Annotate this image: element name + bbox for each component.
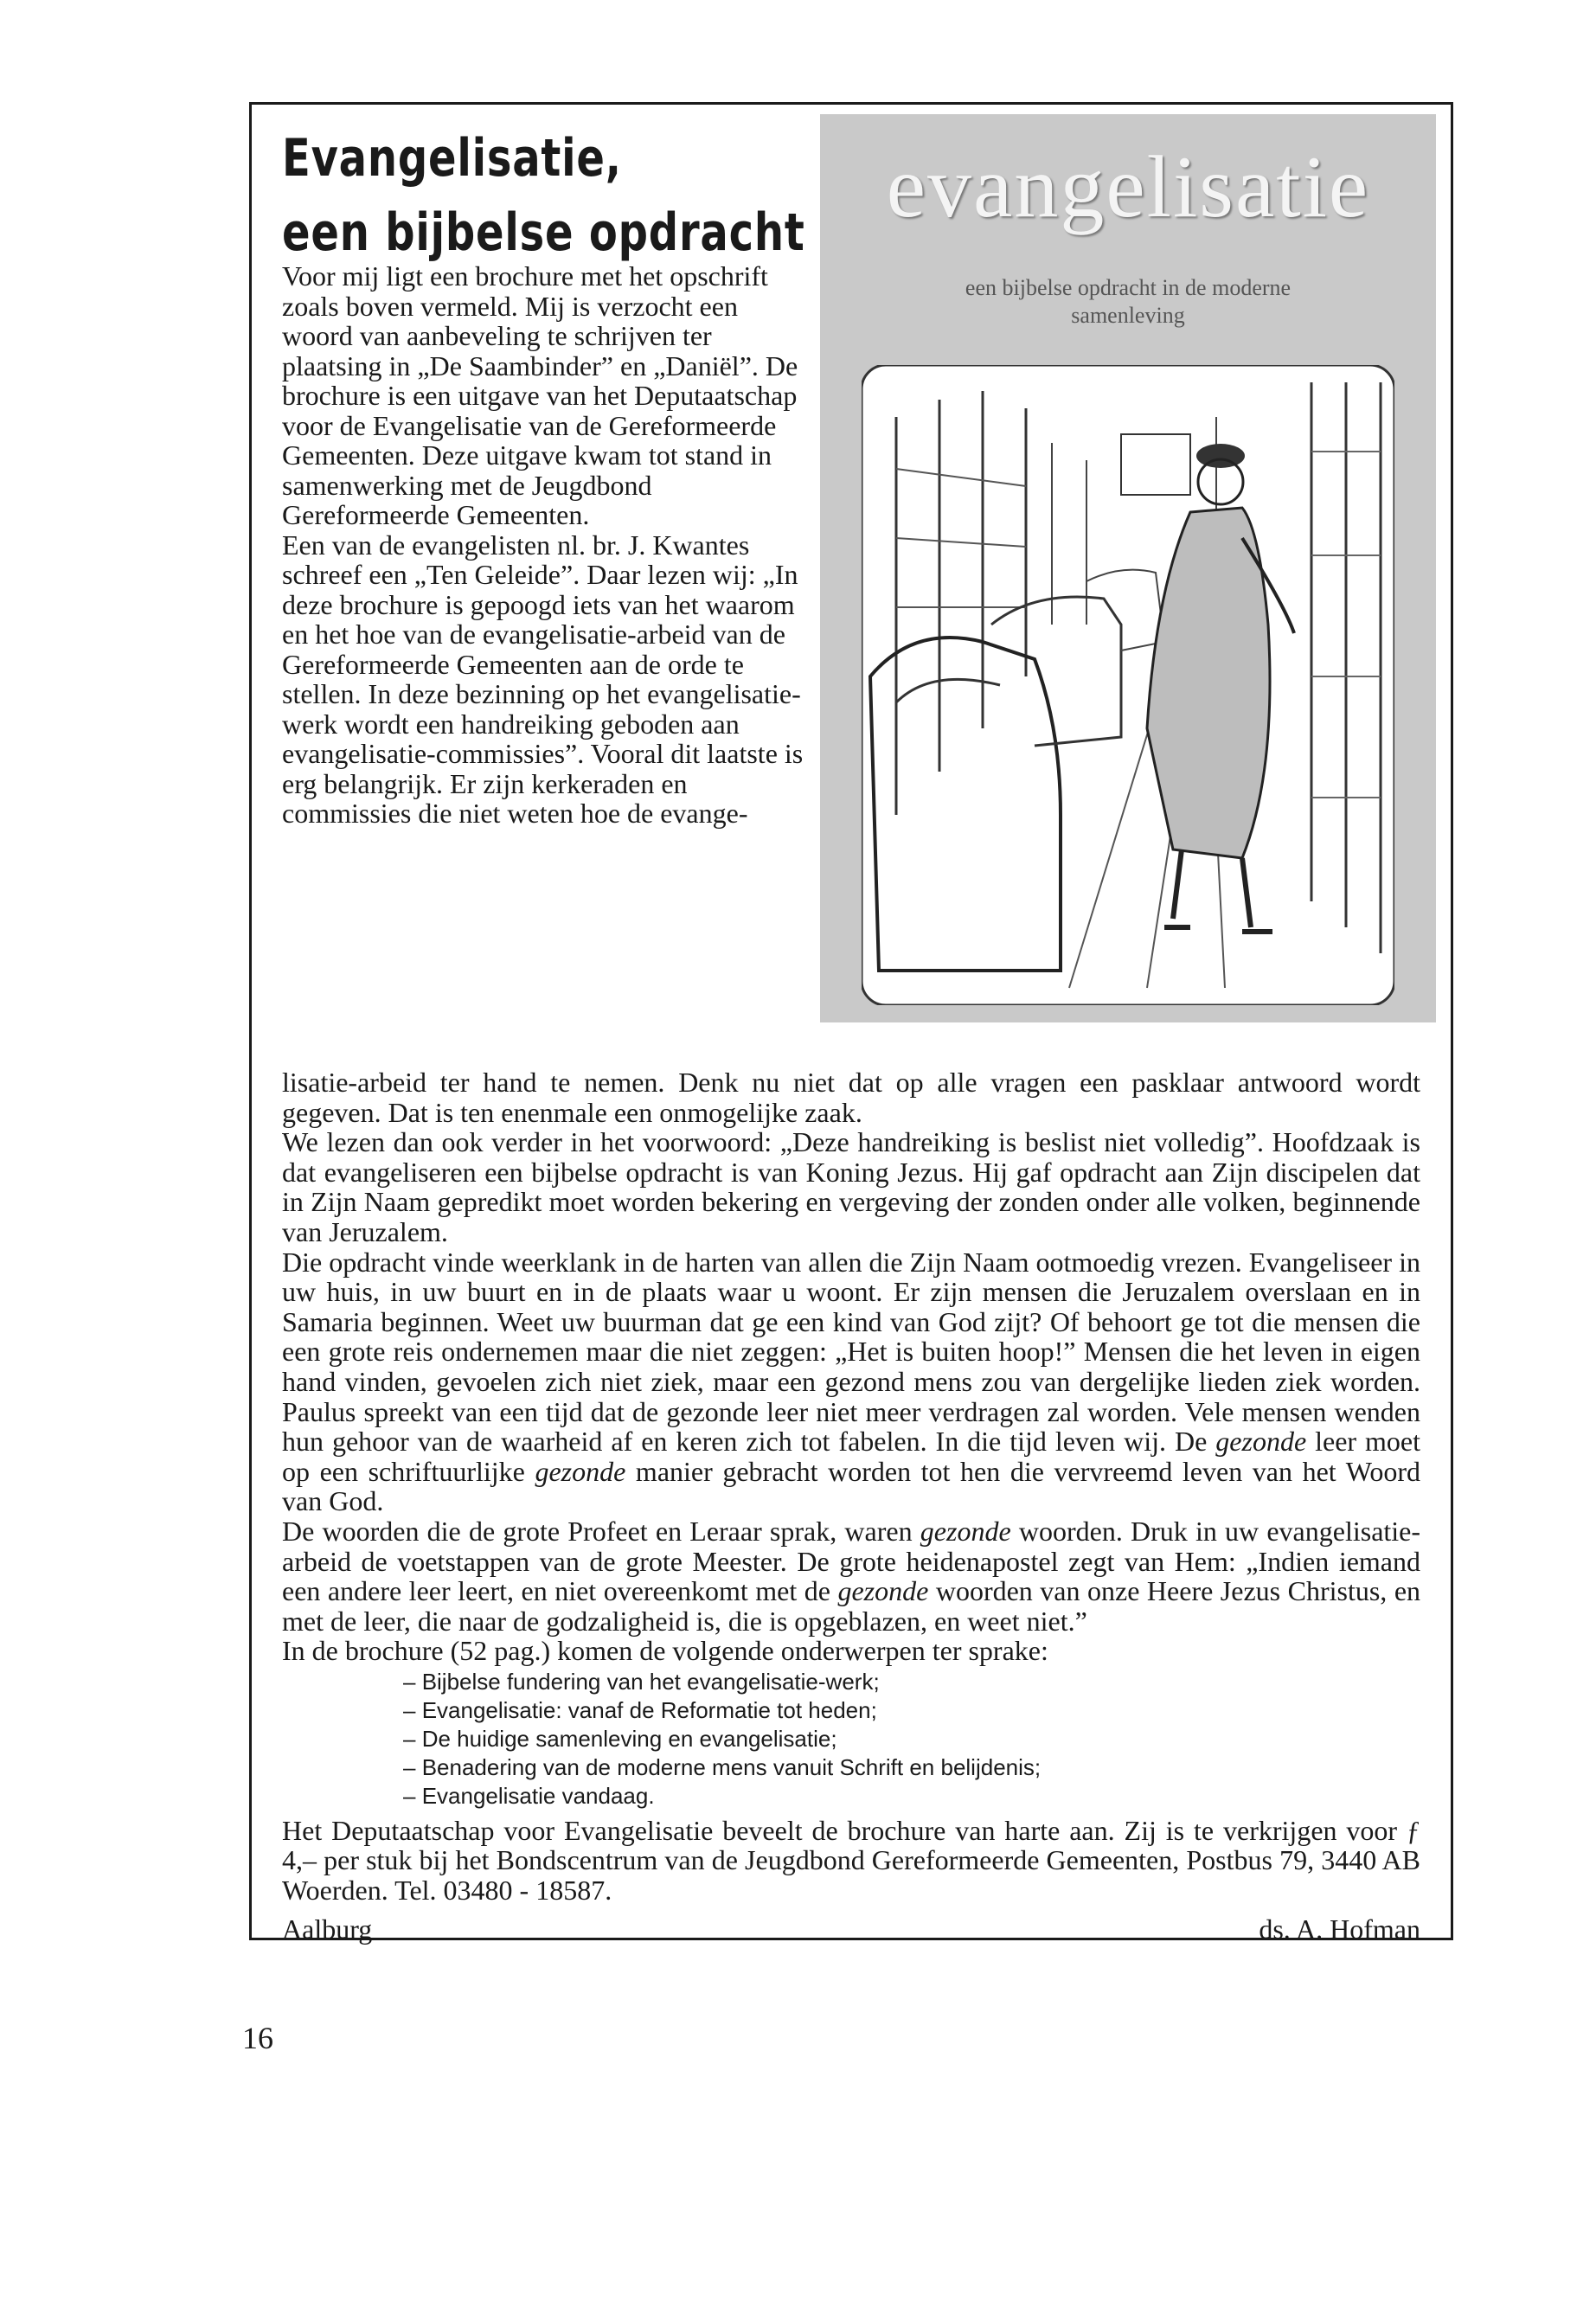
closing-paragraph: Het Deputaatschap voor Evangelisatie beveelt de brochure van harte aan. Zij is te verkrijgen voor ƒ 4,– per stuk bij het Bondscentrum van de Jeugdbond Gereformeerde Gemeenten, Postbus 79, 3440 AB Woerden. Tel. 03480 - 18587.	[282, 1814, 1420, 1907]
list-item: – Bijbelse fundering van het evangelisatie-werk;	[403, 1668, 1420, 1696]
list-item: – De huidige samenleving en evangelisatie;	[403, 1725, 1420, 1753]
body-paragraph-3: Die opdracht vinde weerklank in de harten van allen die Zijn Naam ootmoedig vrezen. Evangeliseer in uw huis, in uw buurt en in de plaats waar u woont. Er zijn mensen die Jeruzalem overslaan en in Samaria beginnen. Weet uw buurman dat ge een kind van God zijt? Of behoort ge tot die mensen die een grote reis ondernemen maar die niet zeggen: „Het is buiten hoop!” Mensen die het leven in eigen hand vinden, gevoelen zich niet ziek, maar een gezond mens zou van dergelijke lieden ziek worden. Paulus spreekt van een tijd dat de gezonde leer niet meer verdragen zal worden. Vele mensen wenden hun gehoor van de waarheid af en keren zich tot fabelen. In die tijd leven wij. De gezonde leer moet op een schriftuurlijke gezonde manier gebracht worden tot hen die vervreemd leven van het Woord van God.	[282, 1246, 1421, 1517]
cover-subtitle-line-1: een bijbelse opdracht in de moderne	[965, 275, 1292, 300]
list-item: – Evangelisatie vandaag.	[403, 1782, 1420, 1811]
body-paragraph-1: lisatie-arbeid ter hand te nemen. Denk nu niet dat op alle vragen een pasklaar antwoord wordt gegeven. Dat is ten enenmale een onmogelijke zaak.	[282, 1067, 1420, 1128]
body-paragraph-2: We lezen dan ook verder in het voorwoord: „Deze handreiking is beslist niet volledig”. Hoofdzaak is dat evangeliseren een bijbelse opdracht is van Koning Jezus. Hij gaf opdracht aan Zijn discipelen dat in Zijn Naam gepredikt moet worden bekering en vergeving der zonden onder alle volken, beginnende van Jeruzalem.	[282, 1126, 1420, 1247]
list-item: – Evangelisatie: vanaf de Reformatie tot heden;	[403, 1696, 1420, 1725]
cover-subtitle	[820, 274, 1436, 330]
cover-title: evangelisatie	[886, 138, 1370, 236]
intro-column	[282, 261, 810, 829]
page-number: 16	[242, 2021, 273, 2055]
article-title	[282, 121, 805, 270]
street-illustration	[862, 365, 1394, 1005]
brochure-cover	[820, 114, 1436, 1022]
title-line-1: Evangelisatie,	[282, 128, 622, 189]
intro-paragraph-1: Voor mij ligt een brochure met het opschrift zoals boven vermeld. Mij is verzocht een woord van aanbeveling te schrijven ter plaatsing in „De Saambinder” en „Daniël”. De brochure is een uitgave van het Deputaatschap voor de Evangelisatie van de Gereformeerde Gemeenten. Deze uitgave kwam tot stand in samenwerking met de Jeugdbond Gereformeerde Gemeenten.	[282, 260, 798, 530]
author: ds. A. Hofman	[1259, 1913, 1420, 1945]
cover-subtitle-line-2: samenleving	[1071, 303, 1185, 328]
list-item: – Benadering van de moderne mens vanuit Schrift en belijdenis;	[403, 1753, 1420, 1782]
article-body	[282, 1067, 1420, 1944]
intro-paragraph-2: Een van de evangelisten nl. br. J. Kwantes schreef een „Ten Geleide”. Daar lezen wij: „In deze brochure is gepoogd iets van het waarom en het hoe van de evangelisatie-arbeid van de Gereformeerde Gemeenten aan de orde te stellen. In deze bezinning op het evangelisatie-werk wordt een handreiking geboden aan evangelisatie-commissies”. Vooral dit laatste is erg belangrijk. Er zijn kerkeraden en commissies die niet weten hoe de evange-	[282, 529, 804, 829]
place: Aalburg	[282, 1913, 373, 1945]
topics-intro: In de brochure (52 pag.) komen de volgende onderwerpen ter sprake:	[282, 1635, 1048, 1667]
body-paragraph-4: De woorden die de grote Profeet en Leraar sprak, waren gezonde woorden. Druk in uw evangelisatie-arbeid de voetstappen van de grote Meester. De grote heidenapostel zegt van Hem: „Indien iemand een andere leer leert, en niet overeenkomt met de gezonde woorden van onze Heere Jezus Christus, en met de leer, die naar de godzaligheid is, die is opgeblazen, en weet niet.”	[282, 1515, 1421, 1637]
title-line-2: een bijbelse opdracht	[282, 202, 805, 263]
topics-list	[403, 1668, 1420, 1811]
signature-line	[282, 1914, 1420, 1945]
